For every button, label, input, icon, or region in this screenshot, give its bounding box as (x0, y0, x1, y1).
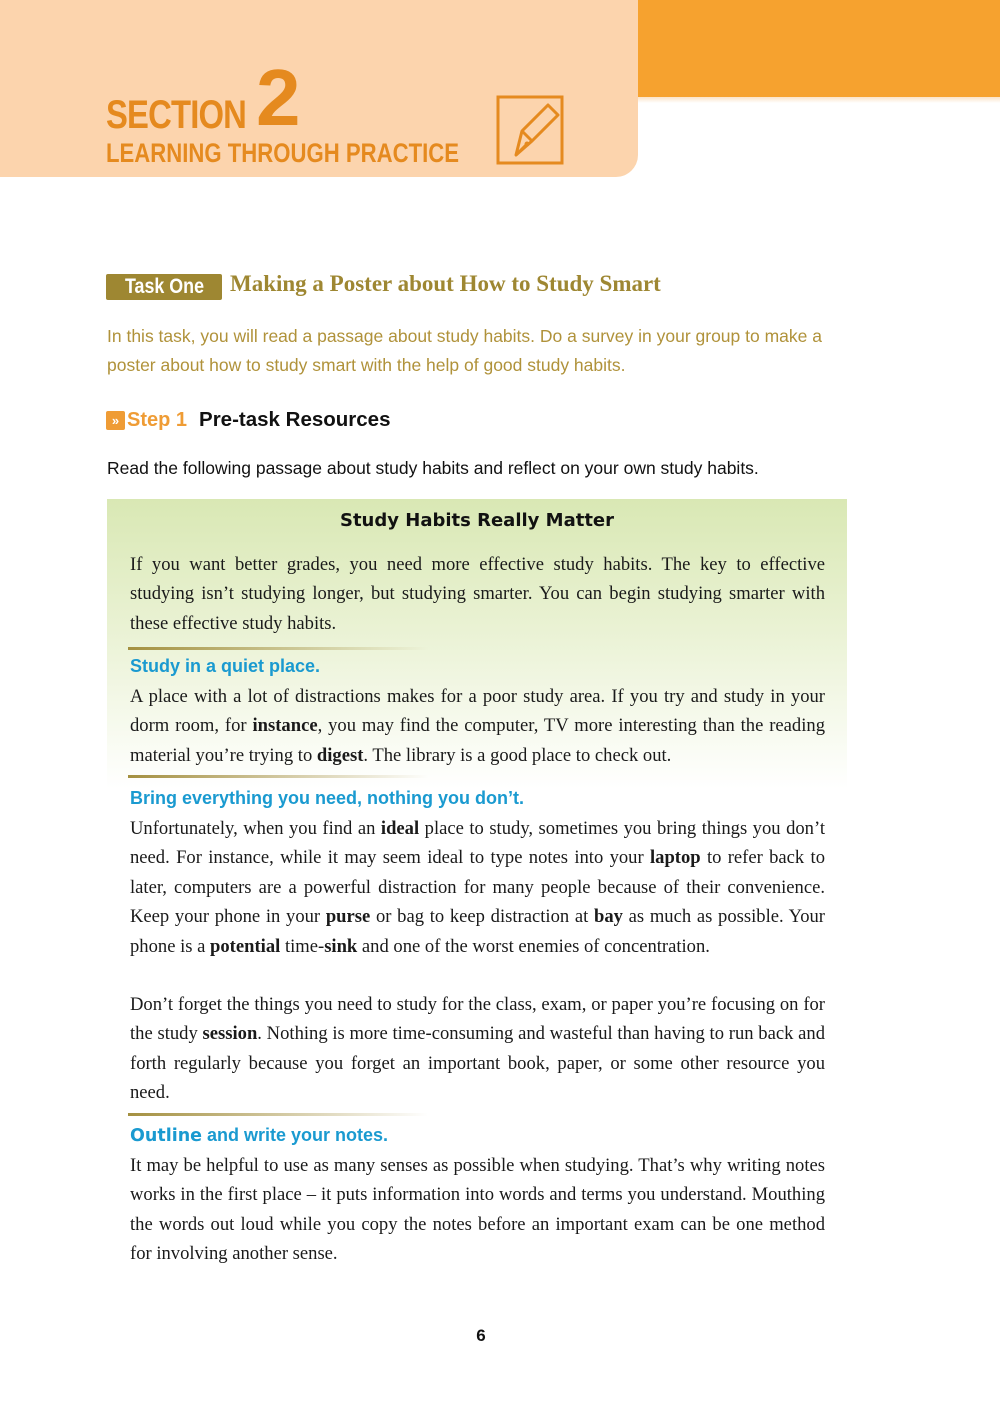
subheading-outline (130, 1125, 388, 1146)
task-intro: In this task, you will read a passage about study habits. Do a survey in your group to make a poster about how to study smart with the help of good study habits. (107, 326, 822, 375)
subheading-outline-rest: and write your notes. (202, 1125, 389, 1145)
page-number: 6 (476, 1326, 486, 1345)
pen-nib-icon (496, 95, 568, 165)
subheading-bring-everything: Bring everything you need, nothing you don’t. (130, 788, 524, 808)
section-subtitle: LEARNING THROUGH PRACTICE (106, 138, 460, 168)
subheading-quiet-place: Study in a quiet place. (130, 656, 321, 676)
instruction-text: Read the following passage about study habits and reflect on your own study habits. (107, 458, 759, 478)
step-label: Step 1 (127, 408, 188, 431)
section-divider (128, 775, 428, 778)
header-accent-bar (638, 0, 1000, 97)
section-divider (128, 1113, 428, 1116)
passage-title: Study Habits Really Matter (339, 510, 615, 531)
header-accent-fade (638, 97, 1000, 103)
task-title: Making a Poster about How to Study Smart (230, 271, 661, 296)
step-title: Pre-task Resources (199, 408, 391, 431)
paragraph-outline: It may be helpful to use as many senses as possible when studying. That’s why writing notes works in the first place – it puts information into words and terms you understand. Mouthing the words out loud while you copy the notes before an important exam can be one method for involving another sense. (130, 1155, 825, 1265)
task-badge (106, 274, 222, 300)
step-heading (106, 407, 390, 433)
paragraph-quiet-place: A place with a lot of distractions makes for a poor study area. If you try and study in your dorm room, for instance, you may find the computer, TV more interesting than the reading material you’re trying to digest. The library is a good place to check out. (130, 686, 825, 766)
paragraph-bring-everything-1: Unfortunately, when you find an ideal place to study, sometimes you bring things you don’t need. For instance, while it may seem ideal to type notes into your laptop to refer back to later, computers are a powerful distraction for many people because of their convenience. Keep your phone in your purse or bag to keep distraction at bay as much as possible. Your phone is a potential time-sink and one of the worst enemies of concentration. (130, 818, 825, 957)
task-badge-label: Task One (124, 275, 204, 298)
section-word: SECTION (106, 93, 247, 137)
double-chevron-icon: » (106, 411, 125, 430)
section-divider (128, 647, 428, 650)
paragraph-bring-everything-2: Don’t forget the things you need to study for the class, exam, or paper you’re focusing on for the study session. Nothing is more time-consuming and wasteful than having to run back and forth regularly because you forget an important book, paper, or some other resource you need. (130, 994, 825, 1104)
subheading-outline-strong: Outline (130, 1126, 203, 1146)
section-number: 2 (256, 53, 301, 142)
passage-intro: If you want better grades, you need more effective study habits. The key to effective studying isn’t studying longer, but studying smarter. You can begin studying smarter with these effective study habits. (130, 554, 825, 634)
